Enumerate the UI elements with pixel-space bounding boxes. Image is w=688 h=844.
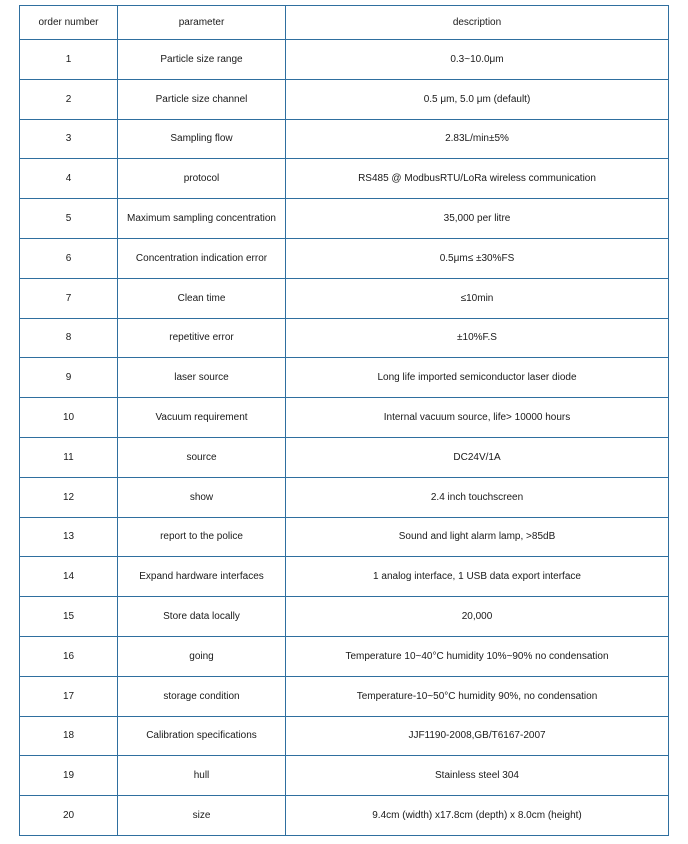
row-number-cell: 7 [20,278,118,318]
description-cell: Temperature 10~40°C humidity 10%~90% no condensation [286,636,669,676]
row-number-cell: 14 [20,557,118,597]
parameter-cell: Store data locally [118,597,286,637]
row-number-cell: 13 [20,517,118,557]
table-row [20,318,669,358]
description-cell: Internal vacuum source, life> 10000 hours [286,398,669,438]
header-description: description [286,6,669,40]
table-row [20,79,669,119]
description-cell: ±10%F.S [286,318,669,358]
table-row [20,238,669,278]
description-cell: 20,000 [286,597,669,637]
description-cell: RS485 @ ModbusRTU/LoRa wireless communication [286,159,669,199]
table-row [20,398,669,438]
table-row [20,119,669,159]
row-number-cell: 1 [20,40,118,80]
row-number-cell: 12 [20,477,118,517]
header-parameter: parameter [118,6,286,40]
row-number-cell: 3 [20,119,118,159]
table-row [20,477,669,517]
description-cell: 9.4cm (width) x17.8cm (depth) x 8.0cm (height) [286,796,669,836]
table-row [20,676,669,716]
description-cell: Temperature-10~50°C humidity 90%, no condensation [286,676,669,716]
table-header [20,6,669,40]
description-cell: Stainless steel 304 [286,756,669,796]
description-cell: 0.3~10.0μm [286,40,669,80]
table-row [20,636,669,676]
description-cell: 0.5 μm, 5.0 μm (default) [286,79,669,119]
description-cell: 0.5μm≤ ±30%FS [286,238,669,278]
row-number-cell: 11 [20,437,118,477]
description-cell: 2.4 inch touchscreen [286,477,669,517]
parameter-cell: Calibration specifications [118,716,286,756]
parameter-cell: storage condition [118,676,286,716]
description-cell: 2.83L/min±5% [286,119,669,159]
row-number-cell: 8 [20,318,118,358]
description-cell: 1 analog interface, 1 USB data export interface [286,557,669,597]
parameter-cell: source [118,437,286,477]
parameter-cell: Particle size range [118,40,286,80]
table-row [20,756,669,796]
table-row [20,597,669,637]
row-number-cell: 18 [20,716,118,756]
parameter-cell: hull [118,756,286,796]
row-number-cell: 16 [20,636,118,676]
description-cell: Long life imported semiconductor laser diode [286,358,669,398]
parameter-cell: repetitive error [118,318,286,358]
table-body [20,40,669,836]
header-order-number: order number [20,6,118,40]
table-row [20,199,669,239]
parameter-cell: Clean time [118,278,286,318]
description-cell: 35,000 per litre [286,199,669,239]
description-cell: DC24V/1A [286,437,669,477]
parameter-cell: going [118,636,286,676]
row-number-cell: 19 [20,756,118,796]
table-row [20,40,669,80]
parameter-cell: Particle size channel [118,79,286,119]
spec-table [19,5,669,836]
parameter-cell: protocol [118,159,286,199]
description-cell: Sound and light alarm lamp, >85dB [286,517,669,557]
table-row [20,517,669,557]
row-number-cell: 5 [20,199,118,239]
parameter-cell: show [118,477,286,517]
parameter-cell: Concentration indication error [118,238,286,278]
table-row [20,358,669,398]
row-number-cell: 6 [20,238,118,278]
row-number-cell: 17 [20,676,118,716]
table-row [20,437,669,477]
table-row [20,796,669,836]
table-row [20,557,669,597]
parameter-cell: report to the police [118,517,286,557]
header-row [20,6,669,40]
parameter-cell: Vacuum requirement [118,398,286,438]
parameter-cell: Maximum sampling concentration [118,199,286,239]
row-number-cell: 4 [20,159,118,199]
table-row [20,278,669,318]
row-number-cell: 10 [20,398,118,438]
parameter-cell: Expand hardware interfaces [118,557,286,597]
row-number-cell: 2 [20,79,118,119]
description-cell: JJF1190-2008,GB/T6167-2007 [286,716,669,756]
table-row [20,716,669,756]
row-number-cell: 20 [20,796,118,836]
parameter-cell: laser source [118,358,286,398]
table-row [20,159,669,199]
parameter-cell: size [118,796,286,836]
row-number-cell: 9 [20,358,118,398]
description-cell: ≤10min [286,278,669,318]
row-number-cell: 15 [20,597,118,637]
parameter-cell: Sampling flow [118,119,286,159]
